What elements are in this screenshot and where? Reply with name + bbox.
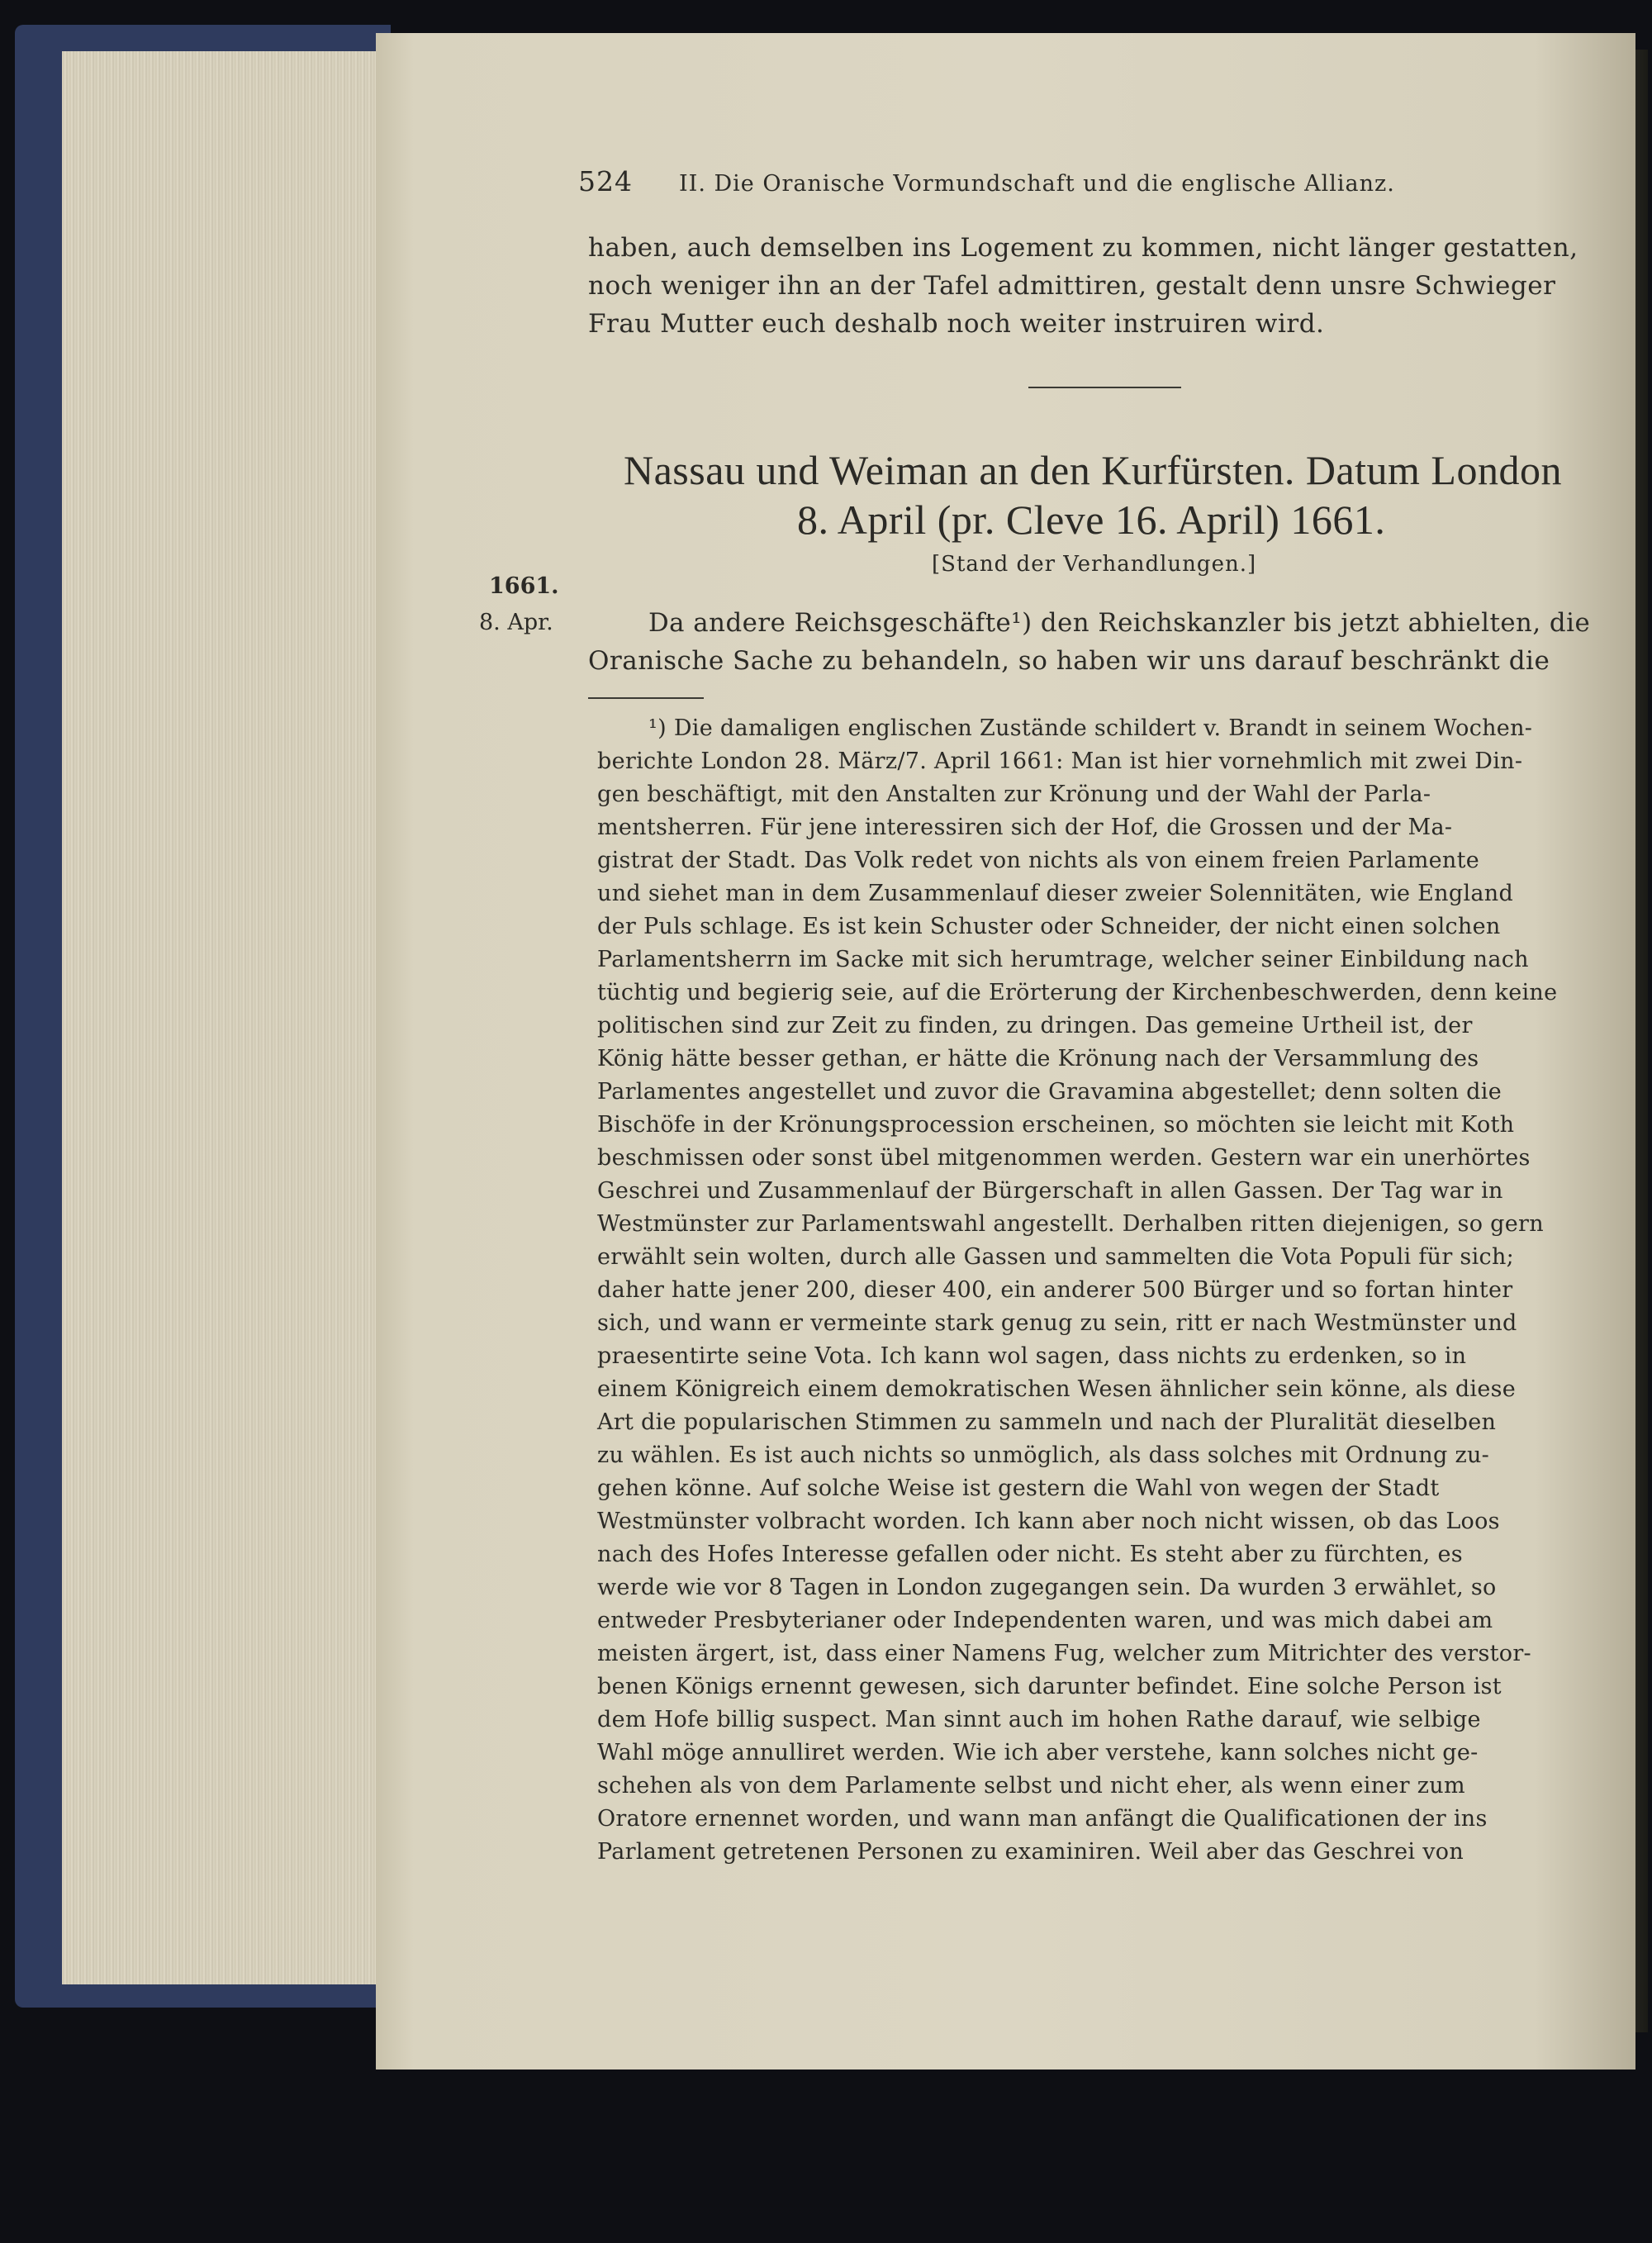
footnote-line: Oratore ernennet worden, und wann man anfängt die Qualificationen der ins — [597, 1806, 1488, 1832]
footnote-line: dem Hofe billig suspect. Man sinnt auch im hohen Rathe darauf, wie selbige — [597, 1707, 1481, 1732]
document-subtitle: [Stand der Verhandlungen.] — [932, 552, 1257, 577]
footnote-line: daher hatte jener 200, dieser 400, ein anderer 500 Bürger und so fortan hinter — [597, 1277, 1513, 1303]
footnote-line: schehen als von dem Parlamente selbst und nicht eher, als wenn einer zum — [597, 1773, 1465, 1799]
footnote-line: Bischöfe in der Krönungsprocession erscheinen, so möchten sie leicht mit Koth — [597, 1112, 1515, 1138]
footnote-line: benen Königs ernennt gewesen, sich darunter befindet. Eine solche Person ist — [597, 1674, 1502, 1699]
footnote-line: Westmünster zur Parlamentswahl angestellt. Derhalben ritten diejenigen, so gern — [597, 1211, 1544, 1237]
footnote-line: der Puls schlage. Es ist kein Schuster oder Schneider, der nicht einen solchen — [597, 914, 1501, 939]
footnote-line: nach des Hofes Interesse gefallen oder nicht. Es steht aber zu fürchten, es — [597, 1542, 1463, 1567]
running-head-title: II. Die Oranische Vormundschaft und die englische Allianz. — [679, 171, 1395, 197]
footnote-line: einem Königreich einem demokratischen Wesen ähnlicher sein könne, als diese — [597, 1376, 1517, 1402]
running-head — [578, 165, 1395, 197]
margin-year: 1661. — [489, 573, 559, 599]
footnote-line: werde wie vor 8 Tagen in London zugegangen sein. Da wurden 3 erwählet, so — [597, 1575, 1497, 1600]
footnote-line: meisten ärgert, ist, dass einer Namens Fug, welcher zum Mitrichter des verstor- — [597, 1641, 1531, 1666]
footnote-line: erwählt sein wolten, durch alle Gassen und sammelten die Vota Populi für sich; — [597, 1244, 1515, 1270]
main-text-line: Oranische Sache zu behandeln, so haben wir uns darauf beschränkt die — [588, 646, 1550, 676]
footnote-line: und siehet man in dem Zusammenlauf dieser zweier Solennitäten, wie England — [597, 881, 1514, 906]
document-title-line-2: 8. April (pr. Cleve 16. April) 1661. — [797, 497, 1386, 543]
footnote-line: Wahl möge annulliret werden. Wie ich aber verstehe, kann solches nicht ge- — [597, 1740, 1479, 1765]
footnote-line: mentsherren. Für jene interessiren sich der Hof, die Grossen und der Ma- — [597, 815, 1453, 840]
footnote-line: Parlamentes angestellet und zuvor die Gravamina abgestellet; denn solten die — [597, 1079, 1502, 1105]
document-title-line-1: Nassau und Weiman an den Kurfürsten. Datum London — [624, 447, 1562, 493]
footnote-line: Parlament getretenen Personen zu examiniren. Weil aber das Geschrei von — [597, 1839, 1464, 1865]
footnote-line: Geschrei und Zusammenlauf der Bürgerschaft in allen Gassen. Der Tag war in — [597, 1178, 1503, 1204]
footnote-line: sich, und wann er vermeinte stark genug zu sein, ritt er nach Westmünster und — [597, 1310, 1517, 1336]
footnote-rule — [588, 697, 704, 699]
footnote-line: praesentirte seine Vota. Ich kann wol sagen, dass nichts zu erdenken, so in — [597, 1343, 1467, 1369]
intro-line: noch weniger ihn an der Tafel admittiren, gestalt denn unsre Schwieger — [588, 271, 1556, 301]
page-number: 524 — [578, 165, 633, 197]
margin-date: 8. Apr. — [479, 610, 553, 635]
footnote-line: ¹) Die damaligen englischen Zustände schildert v. Brandt in seinem Wochen- — [648, 715, 1533, 741]
intro-line: Frau Mutter euch deshalb noch weiter instruiren wird. — [588, 309, 1325, 339]
footnote-line: berichte London 28. März/7. April 1661: Man ist hier vornehmlich mit zwei Din- — [597, 748, 1523, 774]
footnote-line: König hätte besser gethan, er hätte die Krönung nach der Versammlung des — [597, 1046, 1479, 1072]
page-block-edges — [62, 51, 388, 1984]
footnote-line: gehen könne. Auf solche Weise ist gestern die Wahl von wegen der Stadt — [597, 1476, 1440, 1501]
footnote-line: politischen sind zur Zeit zu finden, zu dringen. Das gemeine Urtheil ist, der — [597, 1013, 1473, 1038]
intro-line: haben, auch demselben ins Logement zu kommen, nicht länger gestatten, — [588, 233, 1578, 263]
footnote-line: tüchtig und begierig seie, auf die Erörterung der Kirchenbeschwerden, denn keine — [597, 980, 1558, 1005]
footnote-line: gistrat der Stadt. Das Volk redet von nichts als von einem freien Parlamente — [597, 848, 1480, 873]
footnote-line: Westmünster volbracht worden. Ich kann aber noch nicht wissen, ob das Loos — [597, 1509, 1500, 1534]
section-divider — [1028, 387, 1181, 388]
main-text-line: Da andere Reichsgeschäfte¹) den Reichskanzler bis jetzt abhielten, die — [648, 608, 1591, 638]
footnote-line: entweder Presbyterianer oder Independenten waren, und was mich dabei am — [597, 1608, 1493, 1633]
footnote-line: Parlamentsherrn im Sacke mit sich herumtrage, welcher seiner Einbildung nach — [597, 947, 1529, 972]
footnote-line: Art die popularischen Stimmen zu sammeln und nach der Pluralität dieselben — [597, 1409, 1497, 1435]
footnote-line: beschmissen oder sonst übel mitgenommen werden. Gestern war ein unerhörtes — [597, 1145, 1531, 1171]
footnote-line: zu wählen. Es ist auch nichts so unmöglich, als dass solches mit Ordnung zu- — [597, 1442, 1490, 1468]
footnote-line: gen beschäftigt, mit den Anstalten zur Krönung und der Wahl der Parla- — [597, 782, 1431, 807]
